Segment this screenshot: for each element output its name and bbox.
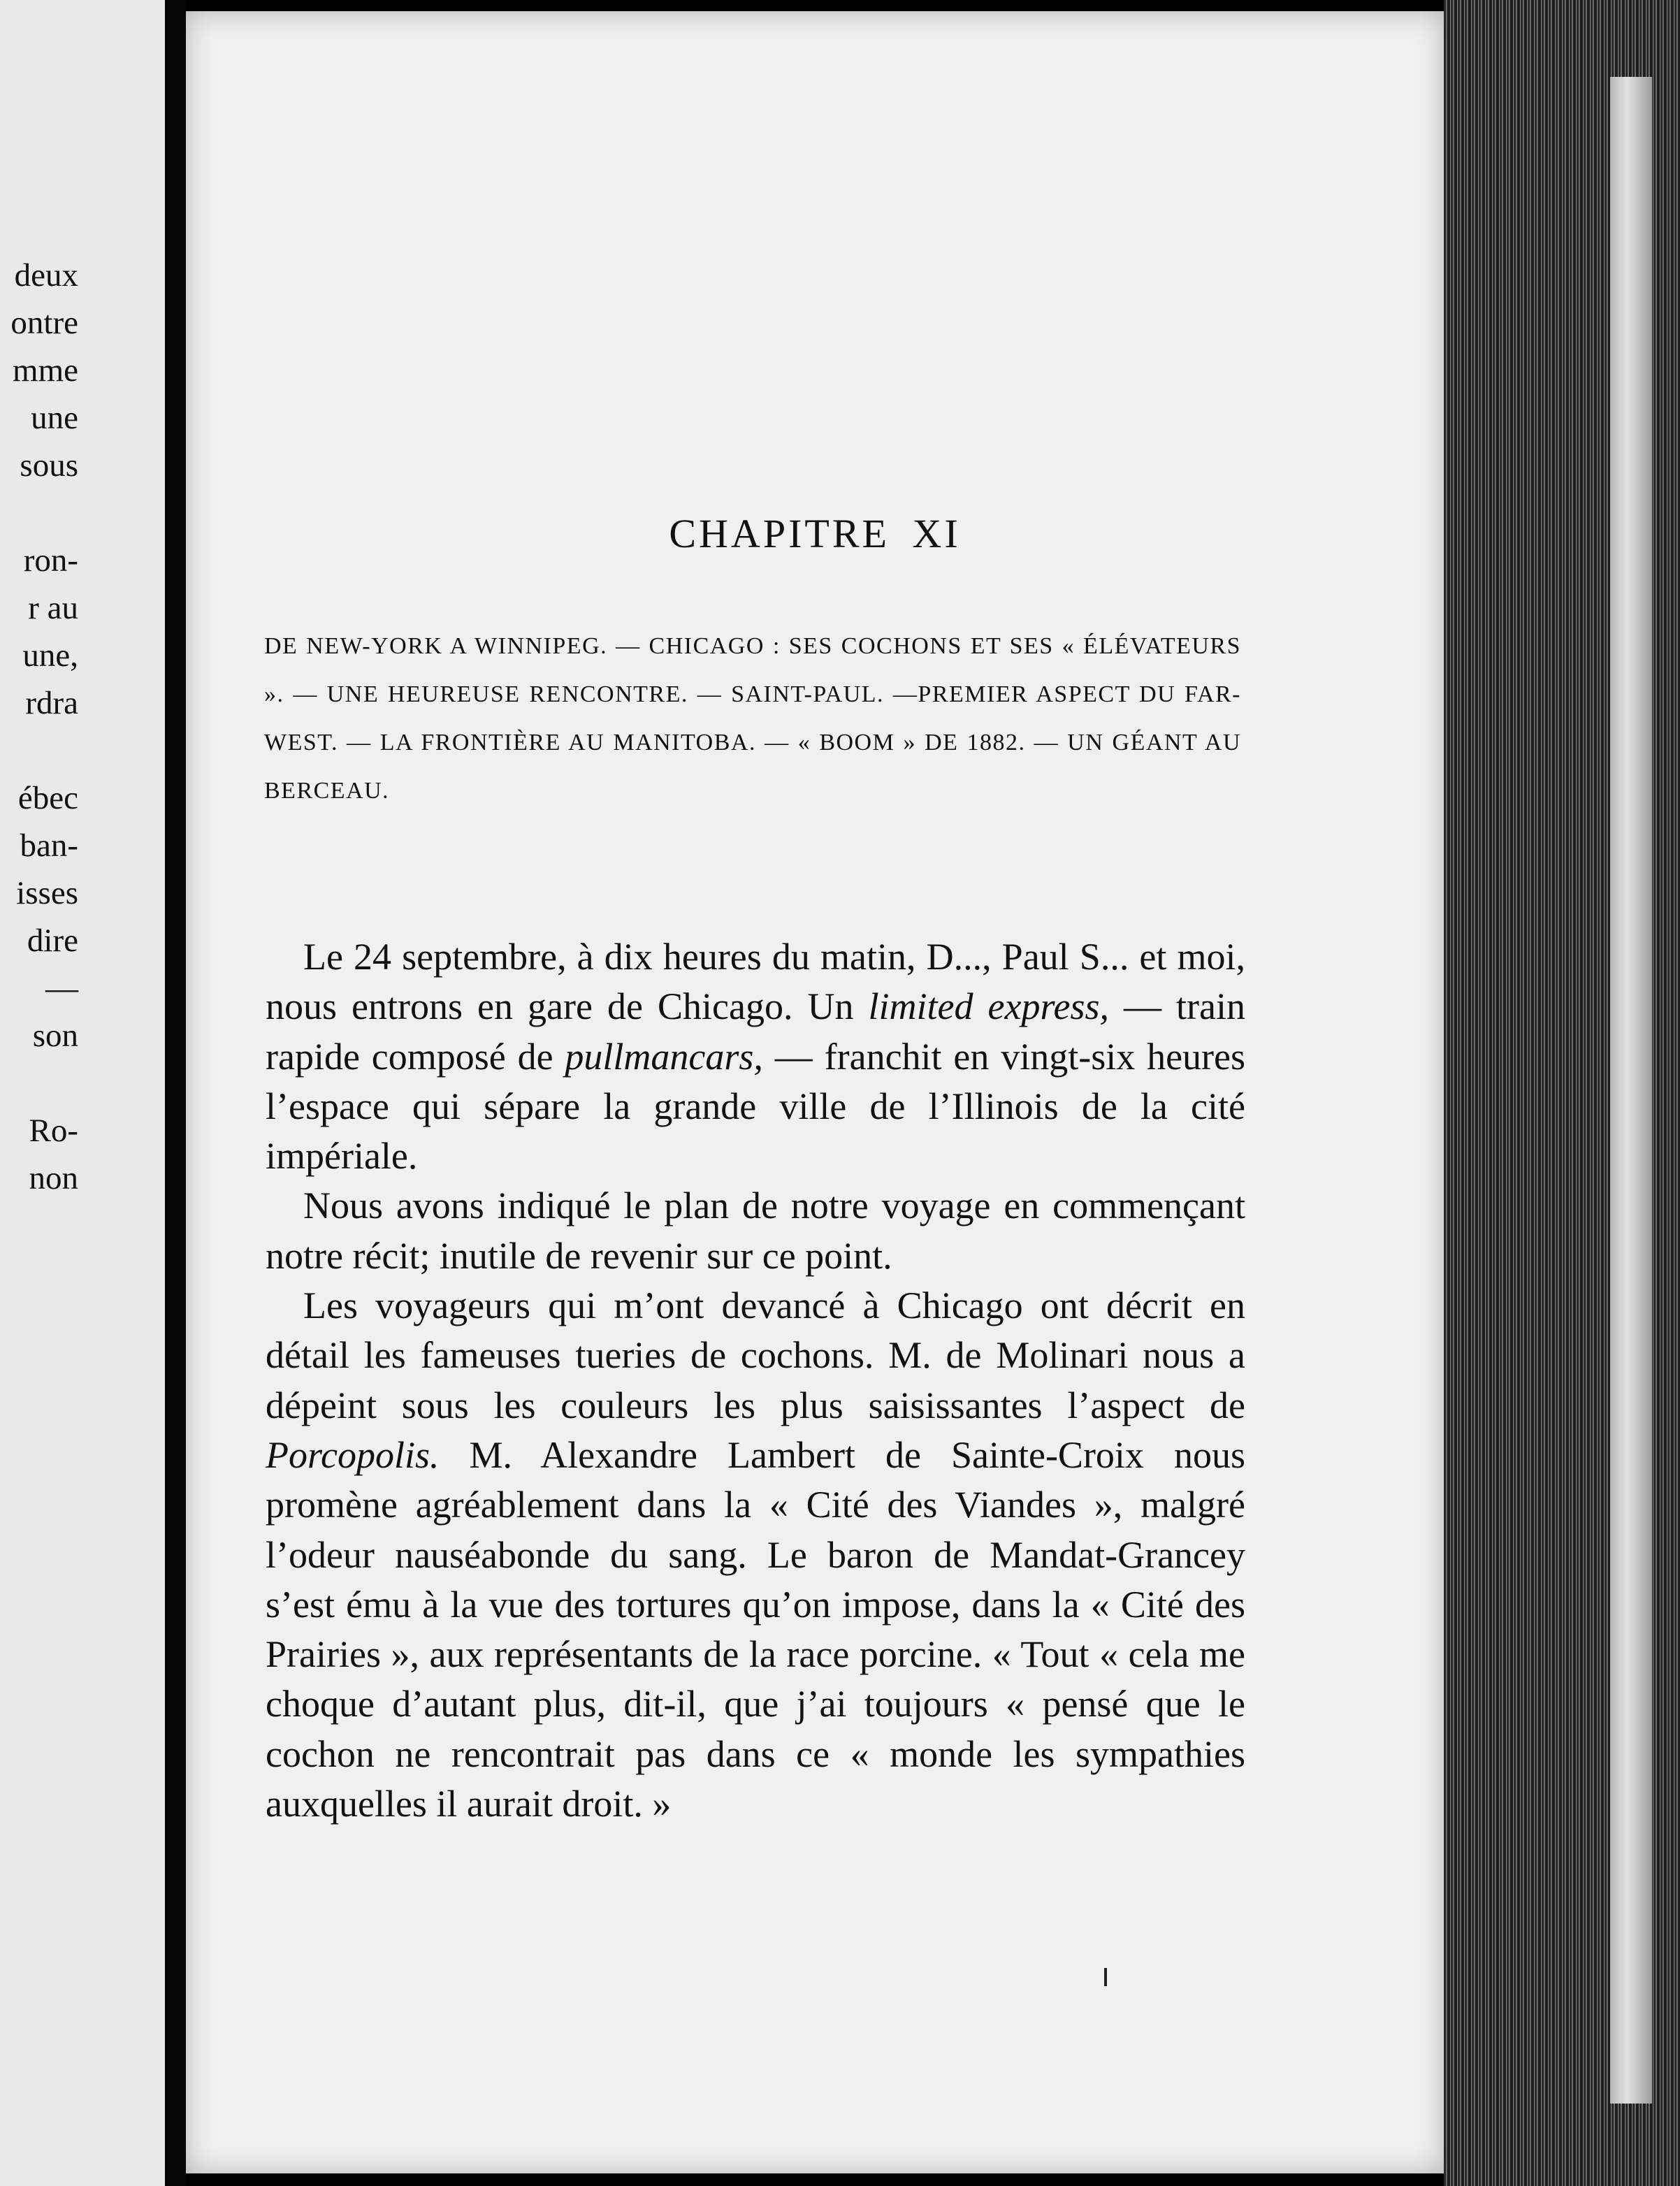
- facing-page-left: [0, 0, 172, 2186]
- fragment: ron-: [23, 542, 78, 579]
- paragraph: [266, 1281, 1245, 1829]
- text-run: M. Alexandre Lambert de Sainte-Croix nous promène agréablement dans la « Cité des Viandes », malgré l’odeur nauséabonde du sang. Le baron de Mandat-Grancey s’est ému à la vue des tortures qu’on impose, dans la « Cité des Prairies », aux représentants de la race porcine. « Tout « cela me choque d’autant plus, dit-il, que j’ai toujours « pensé que le cochon ne rencontrait pas dans ce « monde les sympathies auxquelles il aurait droit. »: [266, 1433, 1245, 1825]
- paragraph: [266, 932, 1245, 1181]
- fragment: deux: [14, 257, 78, 294]
- fragment: son: [32, 1018, 78, 1054]
- fragment: sous: [20, 447, 78, 484]
- paragraph: Nous avons indiqué le plan de notre voyage en commençant notre récit; inutile de revenir sur ce point.: [266, 1185, 1245, 1277]
- book-gutter: [165, 0, 186, 2186]
- fragment: Ro-: [29, 1113, 78, 1149]
- fragment: [0, 727, 78, 774]
- fragment: rdra: [25, 685, 78, 721]
- facing-page-text-fragments: [0, 252, 78, 1202]
- fragment: [0, 489, 78, 537]
- fragment: ontre: [10, 305, 78, 341]
- italic-text: Porcopolis.: [266, 1433, 440, 1476]
- chapter-title: CHAPITRE XI: [669, 511, 961, 556]
- chapter-body: [266, 932, 1245, 1829]
- book-page-edges: [1444, 0, 1680, 2186]
- fragment: —: [45, 970, 78, 1006]
- text-run: — train rapide composé de: [266, 985, 1245, 1078]
- fragment: r au: [28, 590, 78, 626]
- fragment: isses: [16, 875, 78, 911]
- fragment: une: [31, 400, 78, 436]
- text-run: Les voyageurs qui m’ont devancé à Chicago ont décrit en détail les fameuses tueries de cochons. M. de Molinari nous a dépeint sous les couleurs les plus saisissantes l’aspect de: [266, 1284, 1245, 1426]
- italic-text: limited express,: [868, 985, 1109, 1028]
- fragment: ébec: [17, 780, 78, 816]
- fragment: non: [29, 1160, 78, 1196]
- fragment: [0, 1059, 78, 1107]
- page-mark: [1104, 1968, 1107, 1986]
- fragment: ban-: [20, 827, 78, 864]
- text-run: Le 24 septembre, à dix heures du matin, D..., Paul S... et moi, nous entrons en gare de Chicago. Un: [266, 936, 1245, 1028]
- fragment: une,: [22, 637, 78, 674]
- italic-text: pullmancars,: [565, 1035, 763, 1078]
- fragment: dire: [27, 922, 78, 959]
- fragment: mme: [13, 352, 78, 389]
- chapter-summary: DE NEW-YORK A WINNIPEG. — CHICAGO : SES COCHONS ET SES « ÉLÉVATEURS ». — UNE HEUREUSE RENCONTRE. — SAINT-PAUL. —PREMIER ASPECT DU FAR-WEST. — LA FRONTIÈRE AU MANITOBA. — « BOOM » DE 1882. — UN GÉANT AU BERCEAU.: [264, 633, 1241, 804]
- text-run: — franchit en vingt-six heures l’espace qui sépare la grande ville de l’Illinois de la cité impériale.: [266, 1035, 1246, 1178]
